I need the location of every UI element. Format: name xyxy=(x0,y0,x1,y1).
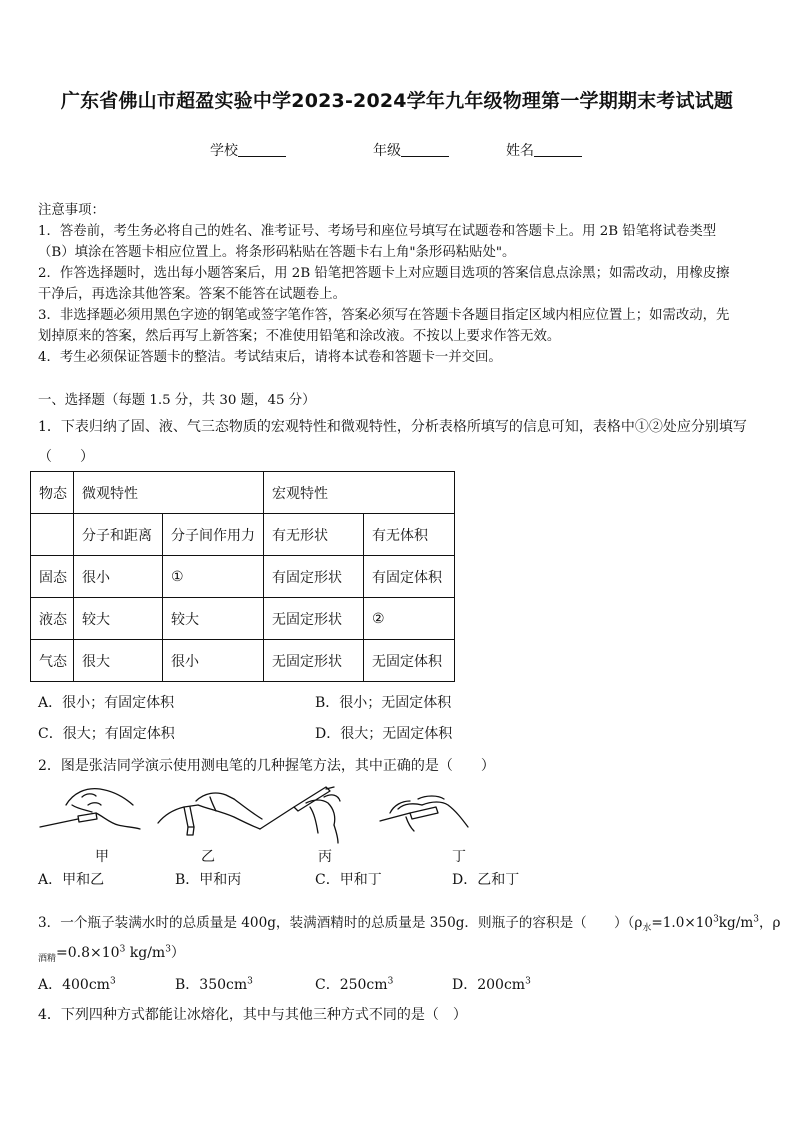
q3-stem-text: kg/m xyxy=(718,915,754,931)
table-cell: ② xyxy=(364,598,455,640)
table-cell: 较大 xyxy=(74,598,163,640)
hand-grip-ding-icon xyxy=(380,796,468,831)
hand-grip-bing-icon xyxy=(260,787,340,843)
note-line: 3．非选择题必须用黑色字迹的钢笔或签字笔作答，答案必须写在答题卡各题目指定区域内相应位置上；如需改动，先 xyxy=(38,308,730,323)
q3-option-a[interactable] xyxy=(38,974,116,994)
q2-option-c[interactable]: C．甲和丁 xyxy=(315,872,382,888)
q3-option-text: D．200cm xyxy=(452,977,526,993)
q3-option-text: C．250cm xyxy=(315,977,388,993)
table-cell: 分子间作用力 xyxy=(163,514,264,556)
figure-label-yi: 乙 xyxy=(201,849,215,865)
note-line: 2．作答选择题时，选出每小题答案后，用 2B 铅笔把答题卡上对应题目选项的答案信息点涂黑；如需改动，用橡皮擦 xyxy=(38,266,730,281)
q3-sup: 3 xyxy=(109,976,116,987)
page-title: 广东省佛山市超盈实验中学2023-2024学年九年级物理第一学期期末考试试题 xyxy=(60,90,734,112)
q1-stem: 1．下表归纳了固、液、气三态物质的宏观特性和微观特性，分析表格所填写的信息可知，表格中①②处应分别填写 xyxy=(38,419,747,435)
q3-stem-text: =0.8×10 xyxy=(56,945,120,961)
table-row xyxy=(31,472,455,514)
q3-sup: 3 xyxy=(713,914,719,925)
table-cell: 物态 xyxy=(31,472,74,514)
q1-option-a[interactable]: A．很小；有固定体积 xyxy=(38,695,175,711)
name-field[interactable] xyxy=(506,140,582,160)
school-field[interactable] xyxy=(210,140,286,160)
q3-sup: 3 xyxy=(247,976,253,987)
q2-stem: 2．图是张洁同学演示使用测电笔的几种握笔方法，其中正确的是（ ） xyxy=(38,758,495,774)
table-cell: 很大 xyxy=(74,640,163,682)
table-cell: 无固定形状 xyxy=(264,640,364,682)
table-row xyxy=(31,556,455,598)
grade-label: 年级 xyxy=(373,143,401,159)
table-cell xyxy=(31,514,74,556)
table-cell: 较大 xyxy=(163,598,264,640)
q3-stem-text: ） xyxy=(170,945,185,961)
q3-option-text: A．400cm xyxy=(38,977,110,993)
q3-stem xyxy=(38,911,781,934)
table-cell: ① xyxy=(163,556,264,598)
hand-grip-yi-icon xyxy=(158,793,262,835)
q3-sup: 3 xyxy=(525,976,531,987)
section-heading: 一、选择题（每题 1.5 分，共 30 题，45 分） xyxy=(38,393,316,408)
figure-label-jia: 甲 xyxy=(95,849,109,865)
q3-stem-text: ，ρ xyxy=(758,915,781,931)
school-label: 学校 xyxy=(210,143,238,159)
q3-sub-water: 水 xyxy=(642,923,652,934)
table-row xyxy=(31,640,455,682)
table-cell: 很小 xyxy=(163,640,264,682)
q1-option-b[interactable]: B．很小；无固定体积 xyxy=(315,695,452,711)
table-cell: 宏观特性 xyxy=(264,472,455,514)
q1-option-c[interactable]: C．很大；有固定体积 xyxy=(38,726,175,742)
table-cell: 有固定体积 xyxy=(364,556,455,598)
table-cell: 有无体积 xyxy=(364,514,455,556)
q2-option-d[interactable]: D．乙和丁 xyxy=(452,872,520,888)
table-cell: 很小 xyxy=(74,556,163,598)
note-line: 干净后，再选涂其他答案。答案不能答在试题卷上。 xyxy=(38,287,346,302)
grade-field[interactable] xyxy=(373,140,449,160)
table-cell: 无固定形状 xyxy=(264,598,364,640)
table-row xyxy=(31,514,455,556)
note-line: 1．答卷前，考生务必将自己的姓名、准考证号、考场号和座位号填写在试题卷和答题卡上。用 2B 铅笔将试卷类型 xyxy=(38,224,717,239)
notes-heading: 注意事项： xyxy=(38,203,105,218)
table-cell: 固态 xyxy=(31,556,74,598)
table-row xyxy=(31,598,455,640)
note-line: 划掉原来的答案，然后再写上新答案；不准使用铅笔和涂改液。不按以上要求作答无效。 xyxy=(38,329,561,344)
table-cell: 无固定体积 xyxy=(364,640,455,682)
table-cell: 有无形状 xyxy=(264,514,364,556)
q3-sub-alcohol: 酒精 xyxy=(38,953,57,964)
q3-stem-text: kg/m xyxy=(125,945,166,961)
test-pen-figure xyxy=(38,783,538,845)
q2-option-b[interactable]: B．甲和丙 xyxy=(175,872,242,888)
table-cell: 有固定形状 xyxy=(264,556,364,598)
q1-option-d[interactable]: D．很大；无固定体积 xyxy=(315,726,453,742)
q1-stem-paren: （ ） xyxy=(38,449,94,465)
grade-blank[interactable] xyxy=(401,142,449,157)
hand-grip-jia-icon xyxy=(40,789,140,829)
q3-sup: 3 xyxy=(753,914,759,925)
figure-label-bing: 丙 xyxy=(318,849,332,865)
q3-stem-cont xyxy=(38,942,185,964)
q3-option-d[interactable] xyxy=(452,974,531,994)
note-line: 4．考生必须保证答题卡的整洁。考试结束后，请将本试卷和答题卡一并交回。 xyxy=(38,350,502,365)
q3-option-text: B．350cm xyxy=(175,977,248,993)
q3-option-b[interactable] xyxy=(175,974,253,994)
q3-stem-text: =1.0×10 xyxy=(651,915,714,931)
table-cell: 气态 xyxy=(31,640,74,682)
name-label: 姓名 xyxy=(506,143,534,159)
q3-sup: 3 xyxy=(119,944,126,955)
q2-option-a[interactable]: A．甲和乙 xyxy=(38,872,105,888)
school-blank[interactable] xyxy=(238,142,286,157)
states-table xyxy=(30,471,455,682)
table-cell: 液态 xyxy=(31,598,74,640)
name-blank[interactable] xyxy=(534,142,582,157)
q3-sup: 3 xyxy=(387,976,394,987)
table-cell: 分子和距离 xyxy=(74,514,163,556)
table-cell: 微观特性 xyxy=(74,472,264,514)
figure-label-ding: 丁 xyxy=(452,849,466,865)
q3-sup: 3 xyxy=(165,944,171,955)
note-line: （B）填涂在答题卡相应位置上。将条形码粘贴在答题卡右上角"条形码粘贴处"。 xyxy=(38,245,516,260)
q3-stem-text: 3．一个瓶子装满水时的总质量是 400g，装满酒精时的总质量是 350g．则瓶子的容积是（ ）（ρ xyxy=(38,915,643,931)
q4-stem: 4．下列四种方式都能让冰熔化，其中与其他三种方式不同的是（ ） xyxy=(38,1007,467,1023)
q3-option-c[interactable] xyxy=(315,974,393,994)
